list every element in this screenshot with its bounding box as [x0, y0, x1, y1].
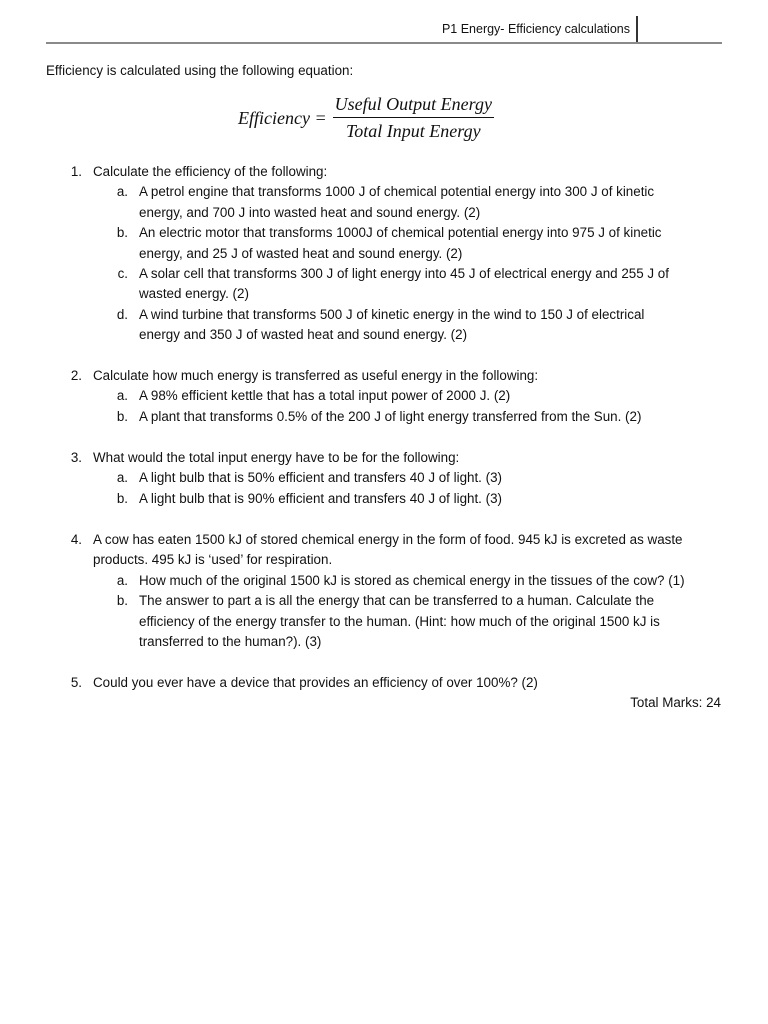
part-label: b. — [116, 490, 128, 506]
part-text: A wind turbine that transforms 500 J of kinetic energy in the wind to 150 J of electrical — [139, 306, 645, 322]
question-text: What would the total input energy have to be for the following: — [93, 450, 460, 465]
efficiency-equation — [238, 94, 494, 142]
header-divider — [46, 42, 722, 44]
question-number: 1. — [70, 164, 82, 179]
intro-text: Efficiency is calculated using the following equation: — [46, 63, 354, 78]
part-text: transferred to the human?). (3) — [139, 634, 322, 649]
part-text: The answer to part a is all the energy that can be transferred to a human. Calculate the — [139, 593, 655, 609]
part-text: energy, and 700 J into wasted heat and sound energy. (2) — [139, 204, 481, 220]
part-label: b. — [116, 593, 128, 609]
part-text: A petrol engine that transforms 1000 J of chemical potential energy into 300 J of kinetic — [139, 184, 655, 200]
part-text: energy, and 25 J of wasted heat and sound energy. (2) — [139, 245, 463, 261]
part-text: A light bulb that is 90% efficient and transfers 40 J of light. (3) — [139, 490, 502, 506]
part-text: A plant that transforms 0.5% of the 200 J of light energy transferred from the Sun. (2) — [139, 408, 642, 424]
question-text: Could you ever have a device that provides an efficiency of over 100%? (2) — [93, 675, 538, 690]
part-label: d. — [116, 306, 128, 322]
question-text: Calculate the efficiency of the following: — [93, 164, 328, 179]
part-label: a. — [116, 572, 128, 588]
question-number: 5. — [70, 675, 82, 690]
question-text: products. 495 kJ is ‘used’ for respiration. — [93, 552, 333, 568]
equation-lhs — [238, 108, 327, 129]
question-text: A cow has eaten 1500 kJ of stored chemical energy in the form of food. 945 kJ is excreted as waste — [93, 532, 683, 547]
question-number: 2. — [70, 368, 82, 383]
page-header-title: P1 Energy- Efficiency calculations — [441, 22, 630, 36]
header-vertical-bar — [636, 16, 638, 42]
total-marks: Total Marks: 24 — [630, 695, 721, 710]
part-label: b. — [116, 225, 128, 241]
part-text: energy and 350 J of wasted heat and sound energy. (2) — [139, 327, 468, 343]
part-text: How much of the original 1500 kJ is stored as chemical energy in the tissues of the cow? (1) — [139, 572, 685, 588]
part-label: a. — [116, 470, 128, 486]
equation-equals: = — [314, 107, 327, 128]
part-label: a. — [116, 184, 128, 200]
part-text: wasted energy. (2) — [139, 286, 249, 302]
equation-fraction — [333, 94, 494, 142]
part-text: A light bulb that is 50% efficient and transfers 40 J of light. (3) — [139, 470, 502, 486]
part-label: a. — [116, 388, 128, 404]
question-text: Calculate how much energy is transferred as useful energy in the following: — [93, 368, 539, 383]
part-text: An electric motor that transforms 1000J of chemical potential energy into 975 J of kinetic — [139, 225, 662, 241]
equation-denominator: Total Input Energy — [345, 121, 481, 141]
question-number: 3. — [70, 450, 82, 465]
part-label: c. — [117, 266, 128, 281]
equation-lhs-text: Efficiency — [238, 107, 310, 128]
question-number: 4. — [70, 532, 82, 547]
part-text: A solar cell that transforms 300 J of light energy into 45 J of electrical energy and 255 J of — [139, 266, 669, 281]
equation-numerator: Useful Output Energy — [333, 94, 494, 118]
part-text: A 98% efficient kettle that has a total input power of 2000 J. (2) — [139, 388, 511, 404]
part-label: b. — [116, 408, 128, 424]
part-text: efficiency of the energy transfer to the human. (Hint: how much of the original 1500 kJ is — [139, 613, 660, 629]
